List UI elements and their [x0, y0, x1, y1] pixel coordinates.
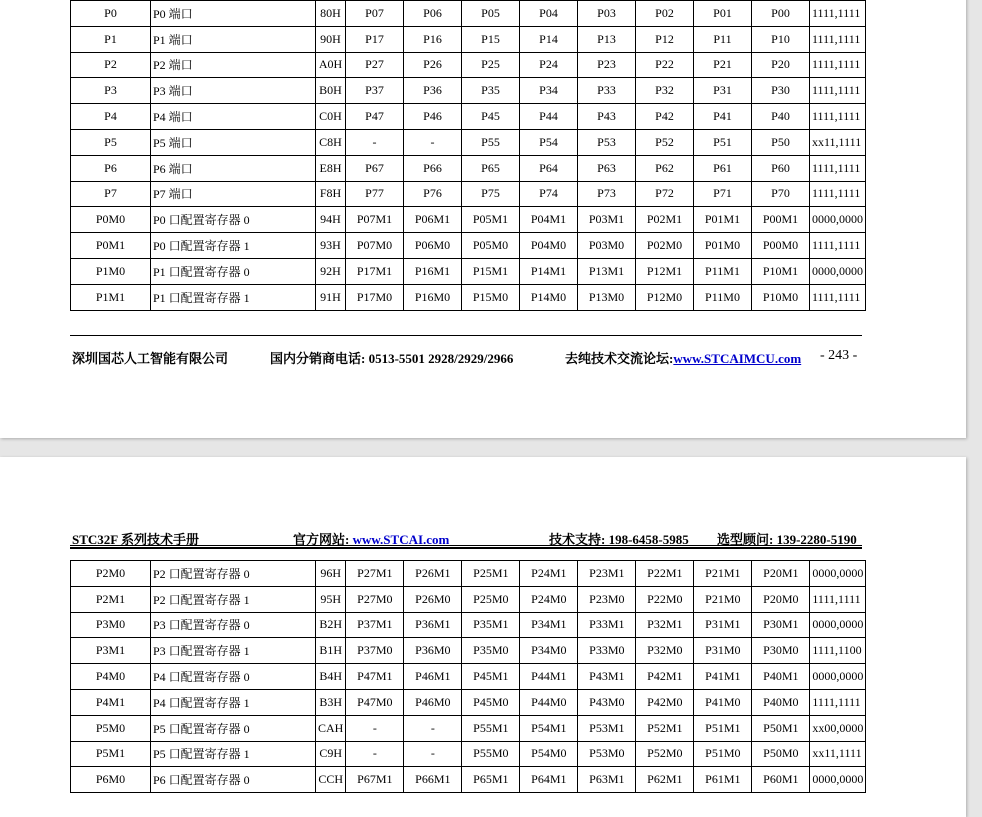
register-description: P0 口配置寄存器 0: [151, 207, 316, 233]
header-rule-thin: [70, 545, 862, 546]
register-description: P0 端口: [151, 1, 316, 27]
table-row: [71, 715, 866, 741]
header-consult: 选型顾问: 139-2280-5190: [717, 532, 857, 547]
register-address: E8H: [316, 155, 346, 181]
bit-cell: P00M1: [752, 207, 810, 233]
bit-cell: P76: [404, 181, 462, 207]
footer-forum-label: 去纯技术交流论坛:: [565, 351, 674, 366]
bit-cell: P63M1: [578, 767, 636, 793]
register-address: B1H: [316, 638, 346, 664]
bit-cell: P23M0: [578, 586, 636, 612]
bit-cell: P07M1: [346, 207, 404, 233]
bit-cell: P36M0: [404, 638, 462, 664]
bit-cell: P25M0: [462, 586, 520, 612]
register-description: P1 口配置寄存器 0: [151, 258, 316, 284]
register-address: 80H: [316, 1, 346, 27]
bit-cell: P13: [578, 26, 636, 52]
reset-value: 0000,0000: [810, 664, 866, 690]
table-row: [71, 638, 866, 664]
register-symbol: P7: [71, 181, 151, 207]
bit-cell: P55M0: [462, 741, 520, 767]
bit-cell: P61M1: [694, 767, 752, 793]
register-address: C8H: [316, 129, 346, 155]
table-row: [71, 612, 866, 638]
bit-cell: P43M1: [578, 664, 636, 690]
bit-cell: P37M0: [346, 638, 404, 664]
bit-cell: P41M0: [694, 689, 752, 715]
bit-cell: -: [404, 715, 462, 741]
bit-cell: P54: [520, 129, 578, 155]
bit-cell: P10: [752, 26, 810, 52]
bit-cell: P13M1: [578, 258, 636, 284]
register-address: C0H: [316, 104, 346, 130]
bit-cell: P05: [462, 1, 520, 27]
table-row: [71, 233, 866, 259]
register-symbol: P6: [71, 155, 151, 181]
register-description: P3 端口: [151, 78, 316, 104]
bit-cell: P11: [694, 26, 752, 52]
reset-value: 1111,1111: [810, 233, 866, 259]
table-row: [71, 26, 866, 52]
bit-cell: P01M0: [694, 233, 752, 259]
bit-cell: P46: [404, 104, 462, 130]
bit-cell: P06: [404, 1, 462, 27]
bit-cell: P24M0: [520, 586, 578, 612]
register-symbol: P1M0: [71, 258, 151, 284]
bit-cell: P44M1: [520, 664, 578, 690]
bit-cell: P52M1: [636, 715, 694, 741]
bit-cell: P45: [462, 104, 520, 130]
reset-value: xx11,1111: [810, 741, 866, 767]
bit-cell: P51M0: [694, 741, 752, 767]
register-symbol: P5: [71, 129, 151, 155]
reset-value: 0000,0000: [810, 258, 866, 284]
reset-value: 1111,1111: [810, 155, 866, 181]
bit-cell: P00M0: [752, 233, 810, 259]
register-symbol: P2M0: [71, 561, 151, 587]
bit-cell: P40M1: [752, 664, 810, 690]
bit-cell: P31M1: [694, 612, 752, 638]
bit-cell: P12M0: [636, 284, 694, 310]
register-symbol: P4: [71, 104, 151, 130]
bit-cell: P63: [578, 155, 636, 181]
footer-rule: [70, 335, 862, 336]
bit-cell: P17: [346, 26, 404, 52]
bit-cell: P64M1: [520, 767, 578, 793]
header-site-label: 官方网站:: [293, 532, 353, 547]
bit-cell: P42M0: [636, 689, 694, 715]
bit-cell: P16M0: [404, 284, 462, 310]
reset-value: 1111,1100: [810, 638, 866, 664]
table-row: [71, 52, 866, 78]
footer-phone: 国内分销商电话: 0513-5501 2928/2929/2966: [270, 351, 514, 366]
register-address: B3H: [316, 689, 346, 715]
table-row: [71, 207, 866, 233]
bit-cell: P46M1: [404, 664, 462, 690]
bit-cell: P72: [636, 181, 694, 207]
footer-company: 深圳国芯人工智能有限公司: [72, 351, 229, 366]
register-symbol: P3M1: [71, 638, 151, 664]
reset-value: 1111,1111: [810, 689, 866, 715]
reset-value: 1111,1111: [810, 78, 866, 104]
bit-cell: P04M1: [520, 207, 578, 233]
bit-cell: -: [346, 715, 404, 741]
register-address: 92H: [316, 258, 346, 284]
reset-value: xx00,0000: [810, 715, 866, 741]
bit-cell: P04M0: [520, 233, 578, 259]
bit-cell: P26M0: [404, 586, 462, 612]
bit-cell: P32M1: [636, 612, 694, 638]
register-table-bottom: [70, 560, 866, 793]
register-address: A0H: [316, 52, 346, 78]
bit-cell: P15M1: [462, 258, 520, 284]
bit-cell: P74: [520, 181, 578, 207]
table-row: [71, 767, 866, 793]
bit-cell: P31: [694, 78, 752, 104]
bit-cell: P73: [578, 181, 636, 207]
reset-value: 1111,1111: [810, 26, 866, 52]
register-description: P2 口配置寄存器 0: [151, 561, 316, 587]
register-address: F8H: [316, 181, 346, 207]
bit-cell: P37: [346, 78, 404, 104]
bit-cell: P02: [636, 1, 694, 27]
bit-cell: P60M1: [752, 767, 810, 793]
bit-cell: P37M1: [346, 612, 404, 638]
bit-cell: P53M0: [578, 741, 636, 767]
bit-cell: P20M0: [752, 586, 810, 612]
bit-cell: P67: [346, 155, 404, 181]
bit-cell: P14M1: [520, 258, 578, 284]
bit-cell: P65: [462, 155, 520, 181]
bit-cell: P53: [578, 129, 636, 155]
bit-cell: P27M1: [346, 561, 404, 587]
page-number: - 243 -: [820, 348, 858, 363]
bit-cell: P03M0: [578, 233, 636, 259]
bit-cell: P01M1: [694, 207, 752, 233]
register-description: P6 端口: [151, 155, 316, 181]
bit-cell: P50: [752, 129, 810, 155]
bit-cell: P34M1: [520, 612, 578, 638]
bit-cell: P21M0: [694, 586, 752, 612]
bit-cell: P03: [578, 1, 636, 27]
bit-cell: P23: [578, 52, 636, 78]
bit-cell: P52M0: [636, 741, 694, 767]
bit-cell: P45M1: [462, 664, 520, 690]
bit-cell: -: [404, 741, 462, 767]
bit-cell: P05M0: [462, 233, 520, 259]
bit-cell: P77: [346, 181, 404, 207]
register-symbol: P0M0: [71, 207, 151, 233]
footer-forum: [565, 348, 801, 367]
bit-cell: P16: [404, 26, 462, 52]
header-manual-title: STC32F 系列技术手册: [72, 532, 199, 547]
register-description: P3 口配置寄存器 0: [151, 612, 316, 638]
register-description: P5 端口: [151, 129, 316, 155]
table-row: [71, 258, 866, 284]
register-description: P4 口配置寄存器 0: [151, 664, 316, 690]
bit-cell: P54M1: [520, 715, 578, 741]
register-description: P4 端口: [151, 104, 316, 130]
register-address: 94H: [316, 207, 346, 233]
bit-cell: P24: [520, 52, 578, 78]
register-symbol: P3M0: [71, 612, 151, 638]
reset-value: 0000,0000: [810, 207, 866, 233]
reset-value: 1111,1111: [810, 104, 866, 130]
register-description: P7 端口: [151, 181, 316, 207]
register-address: B2H: [316, 612, 346, 638]
bit-cell: P07: [346, 1, 404, 27]
register-symbol: P6M0: [71, 767, 151, 793]
bit-cell: P10M0: [752, 284, 810, 310]
bit-cell: P66: [404, 155, 462, 181]
register-address: B0H: [316, 78, 346, 104]
bit-cell: P50M1: [752, 715, 810, 741]
bit-cell: P00: [752, 1, 810, 27]
bit-cell: P22M1: [636, 561, 694, 587]
bit-cell: P40M0: [752, 689, 810, 715]
reset-value: 0000,0000: [810, 561, 866, 587]
register-symbol: P4M1: [71, 689, 151, 715]
table-row: [71, 181, 866, 207]
bit-cell: P33M1: [578, 612, 636, 638]
bit-cell: P51: [694, 129, 752, 155]
bit-cell: P27M0: [346, 586, 404, 612]
bit-cell: P51M1: [694, 715, 752, 741]
bit-cell: P02M1: [636, 207, 694, 233]
bit-cell: P41M1: [694, 664, 752, 690]
bit-cell: P16M1: [404, 258, 462, 284]
bit-cell: P31M0: [694, 638, 752, 664]
bit-cell: P07M0: [346, 233, 404, 259]
register-address: B4H: [316, 664, 346, 690]
table-row: [71, 586, 866, 612]
bit-cell: P44: [520, 104, 578, 130]
bit-cell: P47M1: [346, 664, 404, 690]
bit-cell: P75: [462, 181, 520, 207]
register-description: P6 口配置寄存器 0: [151, 767, 316, 793]
bit-cell: P71: [694, 181, 752, 207]
table-row: [71, 689, 866, 715]
bit-cell: P22: [636, 52, 694, 78]
bit-cell: P32: [636, 78, 694, 104]
bit-cell: P11M1: [694, 258, 752, 284]
register-symbol: P2: [71, 52, 151, 78]
reset-value: 0000,0000: [810, 767, 866, 793]
register-address: CCH: [316, 767, 346, 793]
bit-cell: P14: [520, 26, 578, 52]
bit-cell: P11M0: [694, 284, 752, 310]
bit-cell: P12M1: [636, 258, 694, 284]
bit-cell: P42: [636, 104, 694, 130]
bit-cell: P30M0: [752, 638, 810, 664]
bit-cell: P20M1: [752, 561, 810, 587]
register-description: P0 口配置寄存器 1: [151, 233, 316, 259]
bit-cell: P45M0: [462, 689, 520, 715]
bit-cell: P33: [578, 78, 636, 104]
bit-cell: P70: [752, 181, 810, 207]
site-link[interactable]: www.STCAI.com: [352, 532, 450, 547]
register-symbol: P5M0: [71, 715, 151, 741]
bit-cell: P17M0: [346, 284, 404, 310]
register-address: 90H: [316, 26, 346, 52]
bit-cell: P13M0: [578, 284, 636, 310]
reset-value: 0000,0000: [810, 612, 866, 638]
bit-cell: P55M1: [462, 715, 520, 741]
table-row: [71, 155, 866, 181]
bit-cell: P26M1: [404, 561, 462, 587]
bit-cell: P21: [694, 52, 752, 78]
header-rule-thick: [70, 547, 862, 549]
bit-cell: P30M1: [752, 612, 810, 638]
bit-cell: P34: [520, 78, 578, 104]
reset-value: 1111,1111: [810, 284, 866, 310]
register-description: P1 口配置寄存器 1: [151, 284, 316, 310]
bit-cell: P35: [462, 78, 520, 104]
register-address: 91H: [316, 284, 346, 310]
register-address: CAH: [316, 715, 346, 741]
register-address: C9H: [316, 741, 346, 767]
register-description: P4 口配置寄存器 1: [151, 689, 316, 715]
reset-value: 1111,1111: [810, 52, 866, 78]
bit-cell: P17M1: [346, 258, 404, 284]
reset-value: 1111,1111: [810, 181, 866, 207]
bit-cell: P15M0: [462, 284, 520, 310]
page-header: [72, 529, 862, 547]
bit-cell: P41: [694, 104, 752, 130]
register-description: P2 口配置寄存器 1: [151, 586, 316, 612]
bit-cell: -: [404, 129, 462, 155]
document-page-244: [0, 457, 966, 817]
bit-cell: P47M0: [346, 689, 404, 715]
bit-cell: P42M1: [636, 664, 694, 690]
bit-cell: P66M1: [404, 767, 462, 793]
bit-cell: P35M0: [462, 638, 520, 664]
bit-cell: P25M1: [462, 561, 520, 587]
bit-cell: -: [346, 129, 404, 155]
table-row: [71, 741, 866, 767]
register-symbol: P3: [71, 78, 151, 104]
bit-cell: -: [346, 741, 404, 767]
table-row: [71, 129, 866, 155]
bit-cell: P20: [752, 52, 810, 78]
table-row: [71, 1, 866, 27]
register-description: P1 端口: [151, 26, 316, 52]
bit-cell: P61: [694, 155, 752, 181]
bit-cell: P62: [636, 155, 694, 181]
bit-cell: P53M1: [578, 715, 636, 741]
register-address: 93H: [316, 233, 346, 259]
bit-cell: P46M0: [404, 689, 462, 715]
bit-cell: P10M1: [752, 258, 810, 284]
register-address: 96H: [316, 561, 346, 587]
bit-cell: P14M0: [520, 284, 578, 310]
register-description: P5 口配置寄存器 0: [151, 715, 316, 741]
bit-cell: P06M1: [404, 207, 462, 233]
bit-cell: P47: [346, 104, 404, 130]
bit-cell: P52: [636, 129, 694, 155]
bit-cell: P24M1: [520, 561, 578, 587]
register-description: P3 口配置寄存器 1: [151, 638, 316, 664]
table-row: [71, 78, 866, 104]
bit-cell: P25: [462, 52, 520, 78]
reset-value: 1111,1111: [810, 586, 866, 612]
bit-cell: P26: [404, 52, 462, 78]
register-address: 95H: [316, 586, 346, 612]
register-symbol: P1M1: [71, 284, 151, 310]
bit-cell: P55: [462, 129, 520, 155]
bit-cell: P34M0: [520, 638, 578, 664]
bit-cell: P12: [636, 26, 694, 52]
bit-cell: P33M0: [578, 638, 636, 664]
bit-cell: P60: [752, 155, 810, 181]
bit-cell: P35M1: [462, 612, 520, 638]
bit-cell: P62M1: [636, 767, 694, 793]
register-table-top: [70, 0, 866, 311]
bit-cell: P36M1: [404, 612, 462, 638]
bit-cell: P06M0: [404, 233, 462, 259]
bit-cell: P23M1: [578, 561, 636, 587]
bit-cell: P03M1: [578, 207, 636, 233]
register-description: P2 端口: [151, 52, 316, 78]
bit-cell: P67M1: [346, 767, 404, 793]
table-row: [71, 561, 866, 587]
bit-cell: P02M0: [636, 233, 694, 259]
page-footer: [72, 348, 862, 366]
register-symbol: P1: [71, 26, 151, 52]
reset-value: xx11,1111: [810, 129, 866, 155]
bit-cell: P50M0: [752, 741, 810, 767]
bit-cell: P30: [752, 78, 810, 104]
forum-link[interactable]: www.STCAIMCU.com: [673, 351, 802, 366]
bit-cell: P64: [520, 155, 578, 181]
header-support: 技术支持: 198-6458-5985: [549, 532, 689, 547]
bit-cell: P54M0: [520, 741, 578, 767]
bit-cell: P36: [404, 78, 462, 104]
register-symbol: P2M1: [71, 586, 151, 612]
bit-cell: P65M1: [462, 767, 520, 793]
bit-cell: P01: [694, 1, 752, 27]
register-symbol: P0: [71, 1, 151, 27]
bit-cell: P44M0: [520, 689, 578, 715]
bit-cell: P32M0: [636, 638, 694, 664]
register-symbol: P4M0: [71, 664, 151, 690]
table-row: [71, 284, 866, 310]
bit-cell: P43: [578, 104, 636, 130]
table-row: [71, 664, 866, 690]
bit-cell: P27: [346, 52, 404, 78]
register-symbol: P5M1: [71, 741, 151, 767]
bit-cell: P43M0: [578, 689, 636, 715]
bit-cell: P04: [520, 1, 578, 27]
bit-cell: P21M1: [694, 561, 752, 587]
table-row: [71, 104, 866, 130]
bit-cell: P15: [462, 26, 520, 52]
register-description: P5 口配置寄存器 1: [151, 741, 316, 767]
bit-cell: P22M0: [636, 586, 694, 612]
reset-value: 1111,1111: [810, 1, 866, 27]
bit-cell: P05M1: [462, 207, 520, 233]
bit-cell: P40: [752, 104, 810, 130]
register-symbol: P0M1: [71, 233, 151, 259]
